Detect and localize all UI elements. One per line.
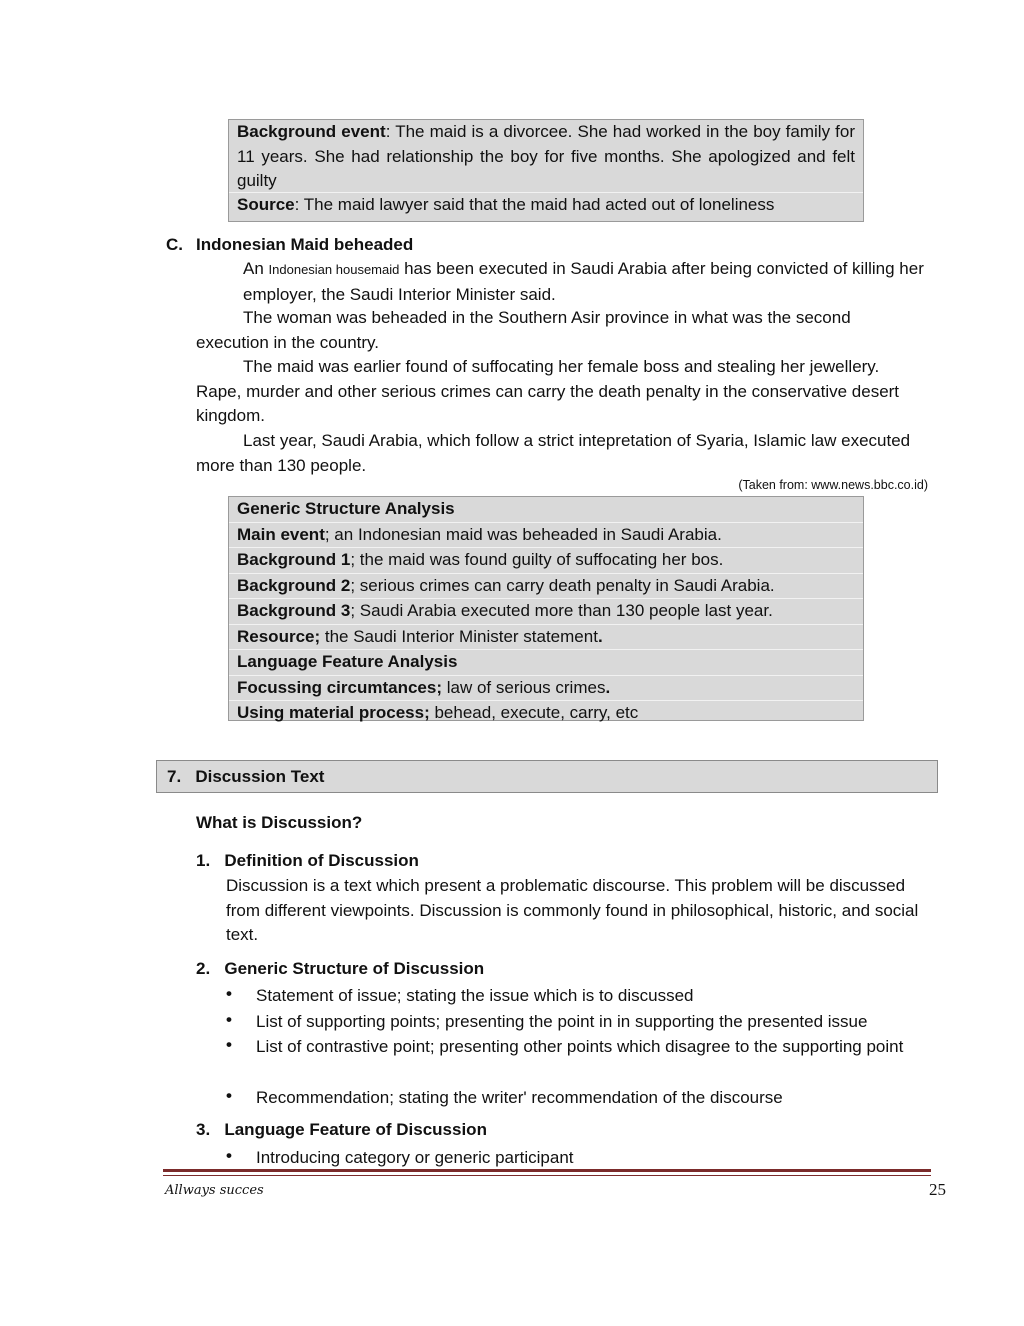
- news-source: (Taken from: www.news.bbc.co.id): [738, 478, 928, 492]
- row-label: Main event: [237, 524, 325, 544]
- analysis-heading: Language Feature Analysis: [237, 652, 458, 671]
- p2-text: The woman was beheaded in the Southern Asir province in what was the second execution in the country.: [196, 308, 851, 352]
- background-event-label: Background event: [237, 122, 386, 141]
- background-event-text: : The maid is a divorcee. She had worked in the boy family for 11 years. She had relationship the boy for five months. She apologized and felt guilty: [237, 122, 856, 190]
- bullet-text: List of contrastive point; presenting other points which disagree to the supporting point: [256, 1037, 904, 1056]
- row-text: the Saudi Interior Minister statement: [320, 626, 598, 646]
- row-tail: .: [605, 677, 611, 697]
- footer-rule: [163, 1169, 931, 1172]
- row-tail: .: [597, 626, 603, 646]
- section-c-paragraph-3: [196, 355, 926, 429]
- analysis-row: [229, 650, 863, 676]
- row-label: Background 1: [237, 550, 351, 569]
- background-event-row: [229, 120, 863, 193]
- row-label: Background 2: [237, 575, 351, 595]
- p1-small-text: Indonesian housemaid: [268, 262, 400, 277]
- analysis-row: [229, 523, 863, 549]
- p4-text: Last year, Saudi Arabia, which follow a strict intepretation of Syaria, Islamic law executed more than 130 people.: [196, 431, 911, 475]
- analysis-box: [228, 496, 864, 721]
- bullet-icon: •: [226, 1035, 232, 1054]
- p1-end: has been executed in Saudi Arabia after being convicted of killing her employer, the Saudi Interior Minister said.: [243, 259, 924, 304]
- bullet-text: Statement of issue; stating the issue which is to discussed: [256, 986, 694, 1005]
- row-label: Resource;: [237, 626, 321, 646]
- bullet-text: List of supporting points; presenting the point in in supporting the presented issue: [256, 1012, 868, 1031]
- section-c-paragraph-4: [196, 429, 926, 478]
- bullet-icon: •: [226, 1086, 232, 1105]
- row-text: ; an Indonesian maid was beheaded in Saudi Arabia.: [324, 524, 722, 544]
- analysis-row: [229, 701, 863, 726]
- footer-rule-thin: [163, 1175, 931, 1176]
- item-1-title: 1. Definition of Discussion: [196, 851, 419, 870]
- source-label: Source: [237, 195, 295, 214]
- footer-text: Allways succes: [165, 1183, 264, 1198]
- analysis-row: [229, 625, 863, 651]
- section-c-marker: C.: [166, 235, 183, 254]
- row-label: Using material process;: [237, 703, 430, 722]
- analysis-row: [229, 497, 863, 523]
- bullet-icon: •: [226, 1010, 232, 1029]
- page-number: 25: [929, 1180, 946, 1199]
- row-text: law of serious crimes: [442, 677, 606, 697]
- item-1-text: Discussion is a text which present a problematic discourse. This problem will be discussed from different viewpoints. Discussion is commonly found in philosophical, historic, and social text.: [226, 876, 919, 944]
- p1-start: An: [243, 259, 269, 278]
- p3-text: The maid was earlier found of suffocating her female boss and stealing her jewellery. Rape, murder and other serious crimes can carry the death penalty in the conservative desert kingdom.: [196, 357, 900, 425]
- analysis-heading: Generic Structure Analysis: [237, 499, 455, 518]
- row-label: Focussing circumtances;: [237, 677, 443, 697]
- discussion-question: What is Discussion?: [196, 813, 363, 832]
- section-c-title: Indonesian Maid beheaded: [196, 235, 414, 254]
- row-text: ; serious crimes can carry death penalty in Saudi Arabia.: [350, 575, 775, 595]
- bullet-text: Introducing category or generic participant: [256, 1148, 574, 1167]
- item-3-title: 3. Language Feature of Discussion: [196, 1120, 487, 1139]
- row-label: Background 3: [237, 601, 351, 620]
- bullet-text: Recommendation; stating the writer' recommendation of the discourse: [256, 1088, 783, 1107]
- analysis-row: [229, 574, 863, 600]
- analysis-row: [229, 548, 863, 574]
- section-c-paragraph-1: [196, 257, 973, 307]
- row-text: ; Saudi Arabia executed more than 130 people last year.: [350, 601, 773, 620]
- section-c-paragraph-2: [196, 306, 926, 355]
- source-text: : The maid lawyer said that the maid had acted out of loneliness: [294, 195, 775, 214]
- bullet-icon: •: [226, 984, 232, 1003]
- source-row: [229, 193, 863, 218]
- row-text: behead, execute, carry, etc: [429, 703, 639, 722]
- row-text: ; the maid was found guilty of suffocating her bos.: [350, 550, 724, 569]
- section-7-header: 7. Discussion Text: [156, 760, 938, 793]
- background-box: [228, 119, 864, 222]
- analysis-row: [229, 599, 863, 625]
- bullet-icon: •: [226, 1146, 232, 1165]
- analysis-row: [229, 676, 863, 702]
- item-2-title: 2. Generic Structure of Discussion: [196, 959, 485, 978]
